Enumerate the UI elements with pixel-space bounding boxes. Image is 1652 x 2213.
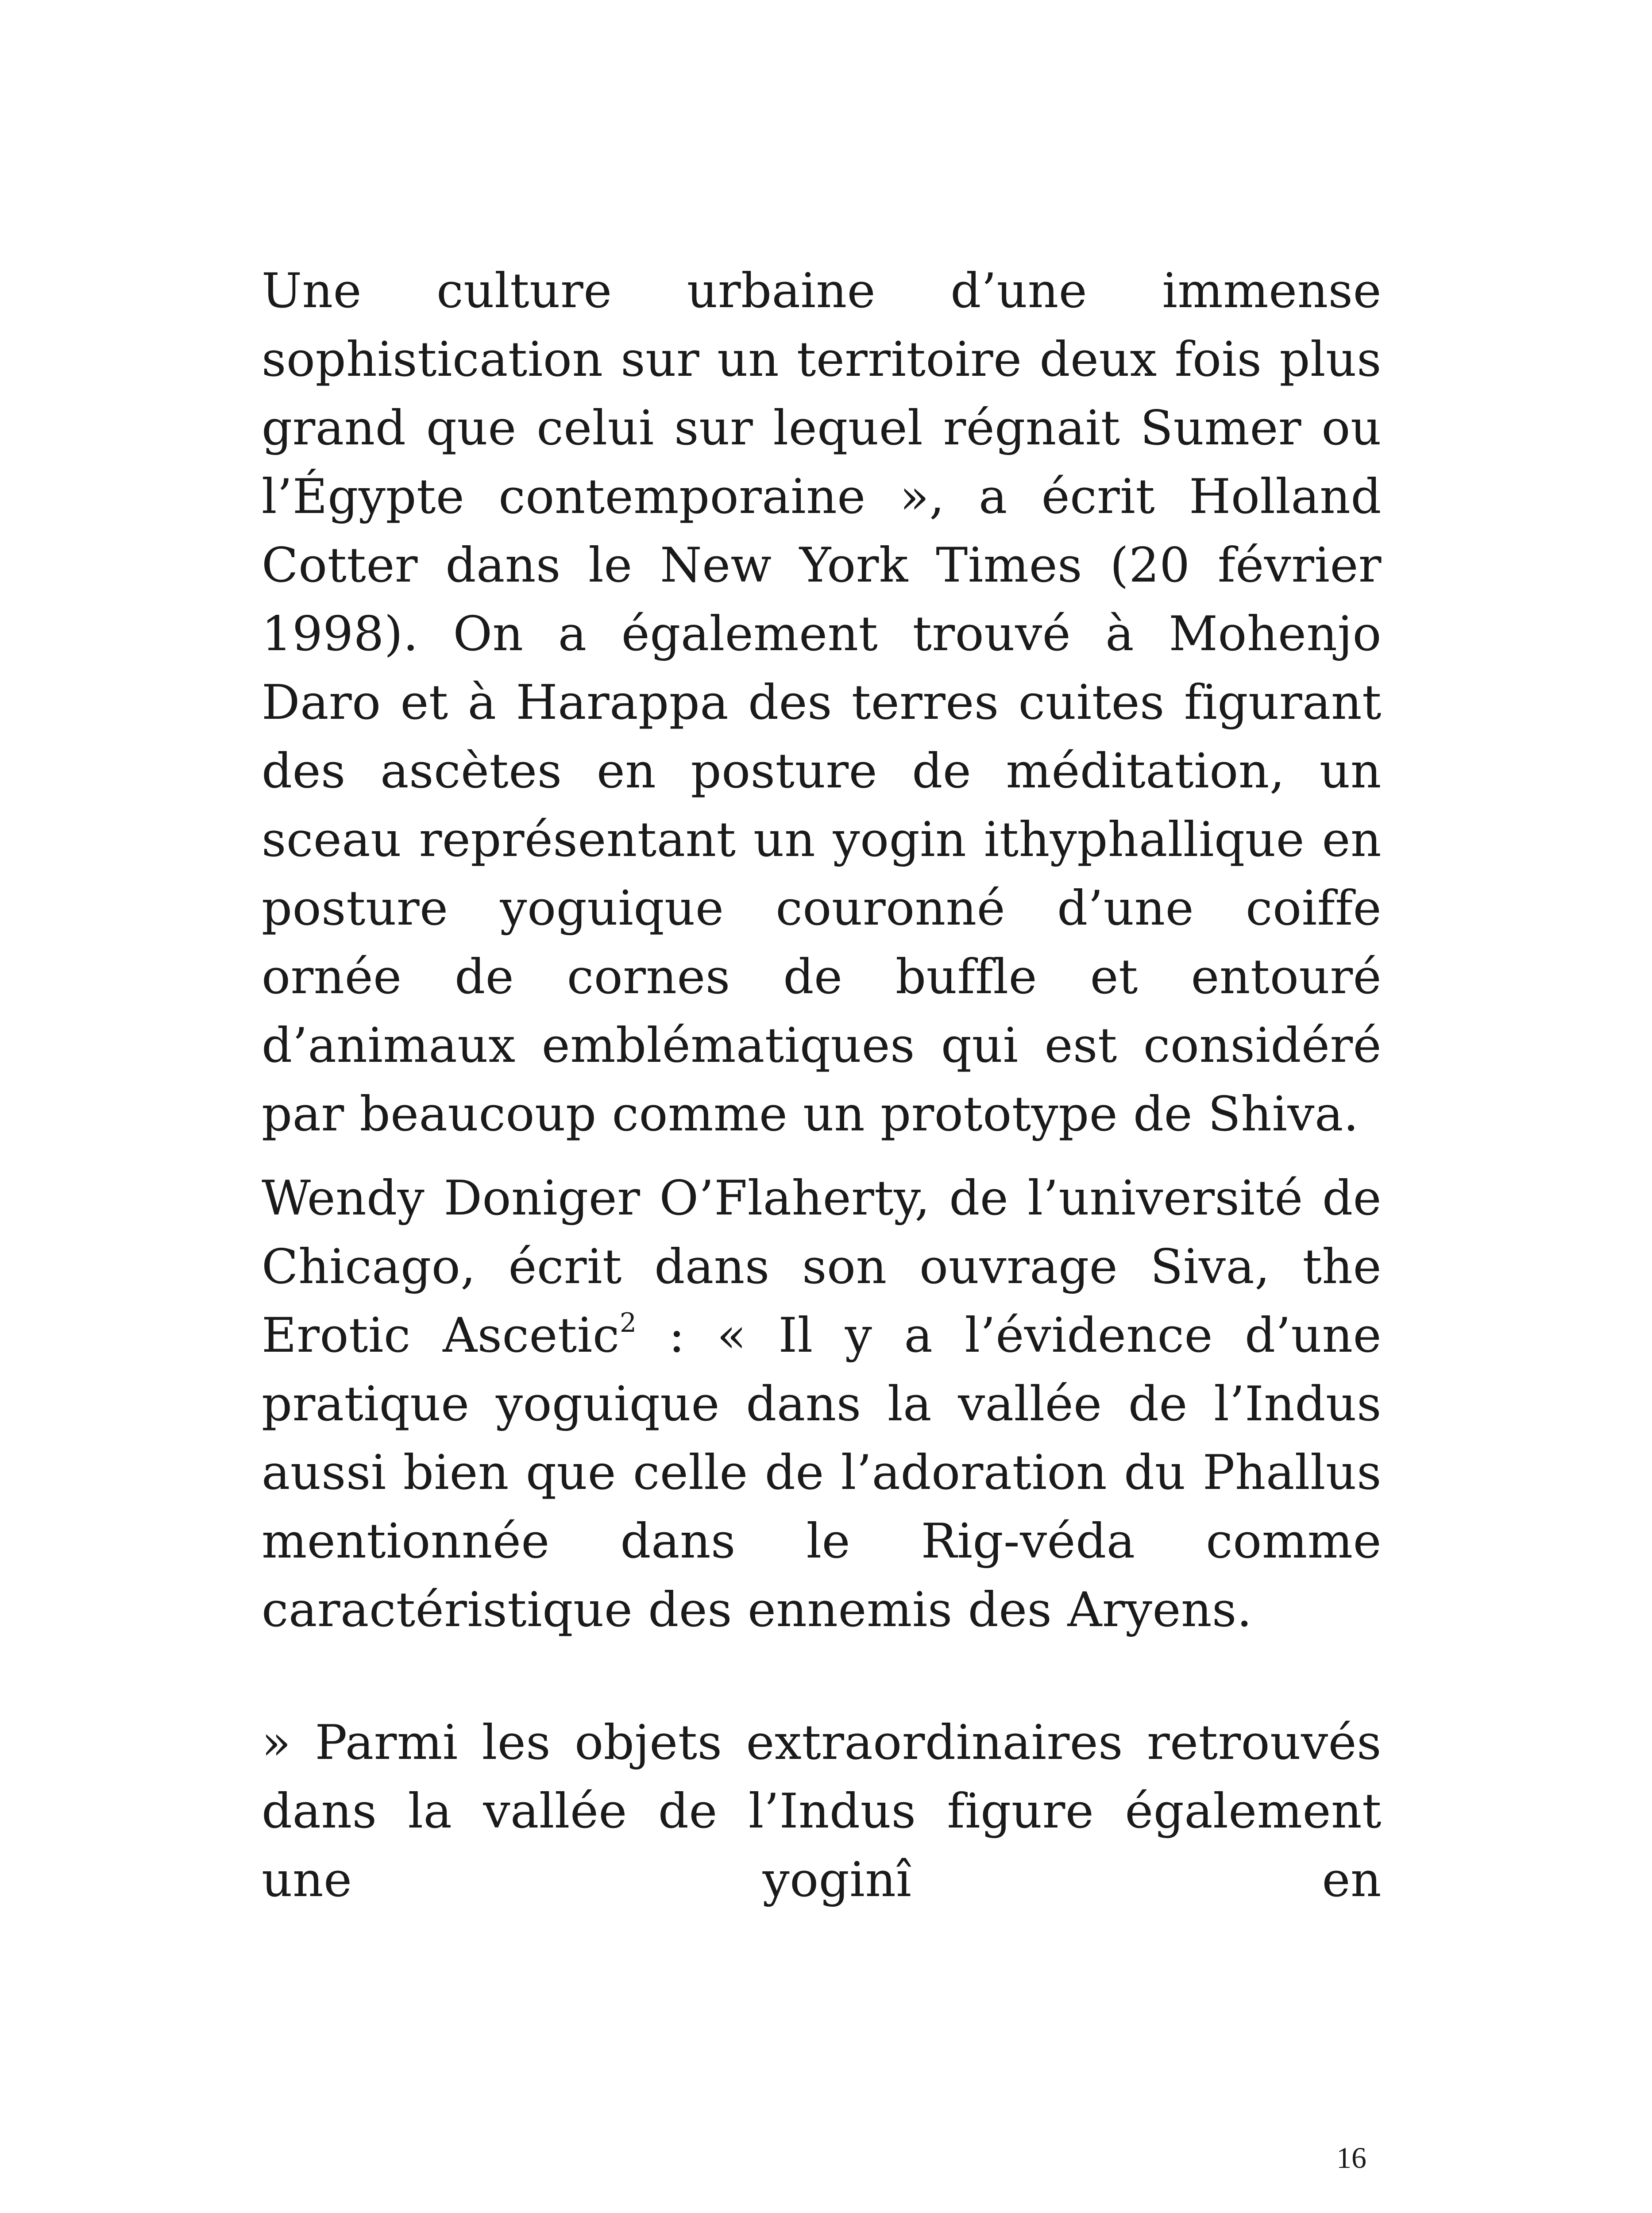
paragraph-1: Une culture urbaine d’une immense sophistication sur un territoire deux fois plus grand que celui sur lequel régnait Sumer ou l’Égypte contemporaine », a écrit Holland Cotter dans le New York Times (20 février 1998). On a également trouvé à Mohenjo Daro et à Harappa des terres cuites figurant des ascètes en posture de méditation, un sceau représentant un yogin ithyphallique en posture yoguique couronné d’une coiffe ornée de cornes de buffle et entouré d’animaux emblématiques qui est considéré par beaucoup comme un prototype de Shiva. <box>262 263 1382 1142</box>
paragraph-2-text-after-note: : « Il y a l’évidence d’une pratique yoguique dans la vallée de l’Indus aussi bien que celle de l’adoration du Phallus mentionnée dans le Rig-véda comme caractéristique des ennemis des Aryens. <box>262 1308 1382 1638</box>
footnote-reference[interactable]: 2 <box>619 1307 637 1338</box>
page-number: 16 <box>1336 2141 1366 2174</box>
paragraph-2-text-before-note: Wendy Doniger O’Flaherty, de l’université de Chicago, écrit dans son ouvrage Siva, the Erotic Ascetic <box>262 1171 1382 1363</box>
paragraph-3: » Parmi les objets extraordinaires retrouvés dans la vallée de l’Indus figure également une yoginî en <box>262 1715 1382 1908</box>
paragraph-2 <box>262 1164 1382 1644</box>
